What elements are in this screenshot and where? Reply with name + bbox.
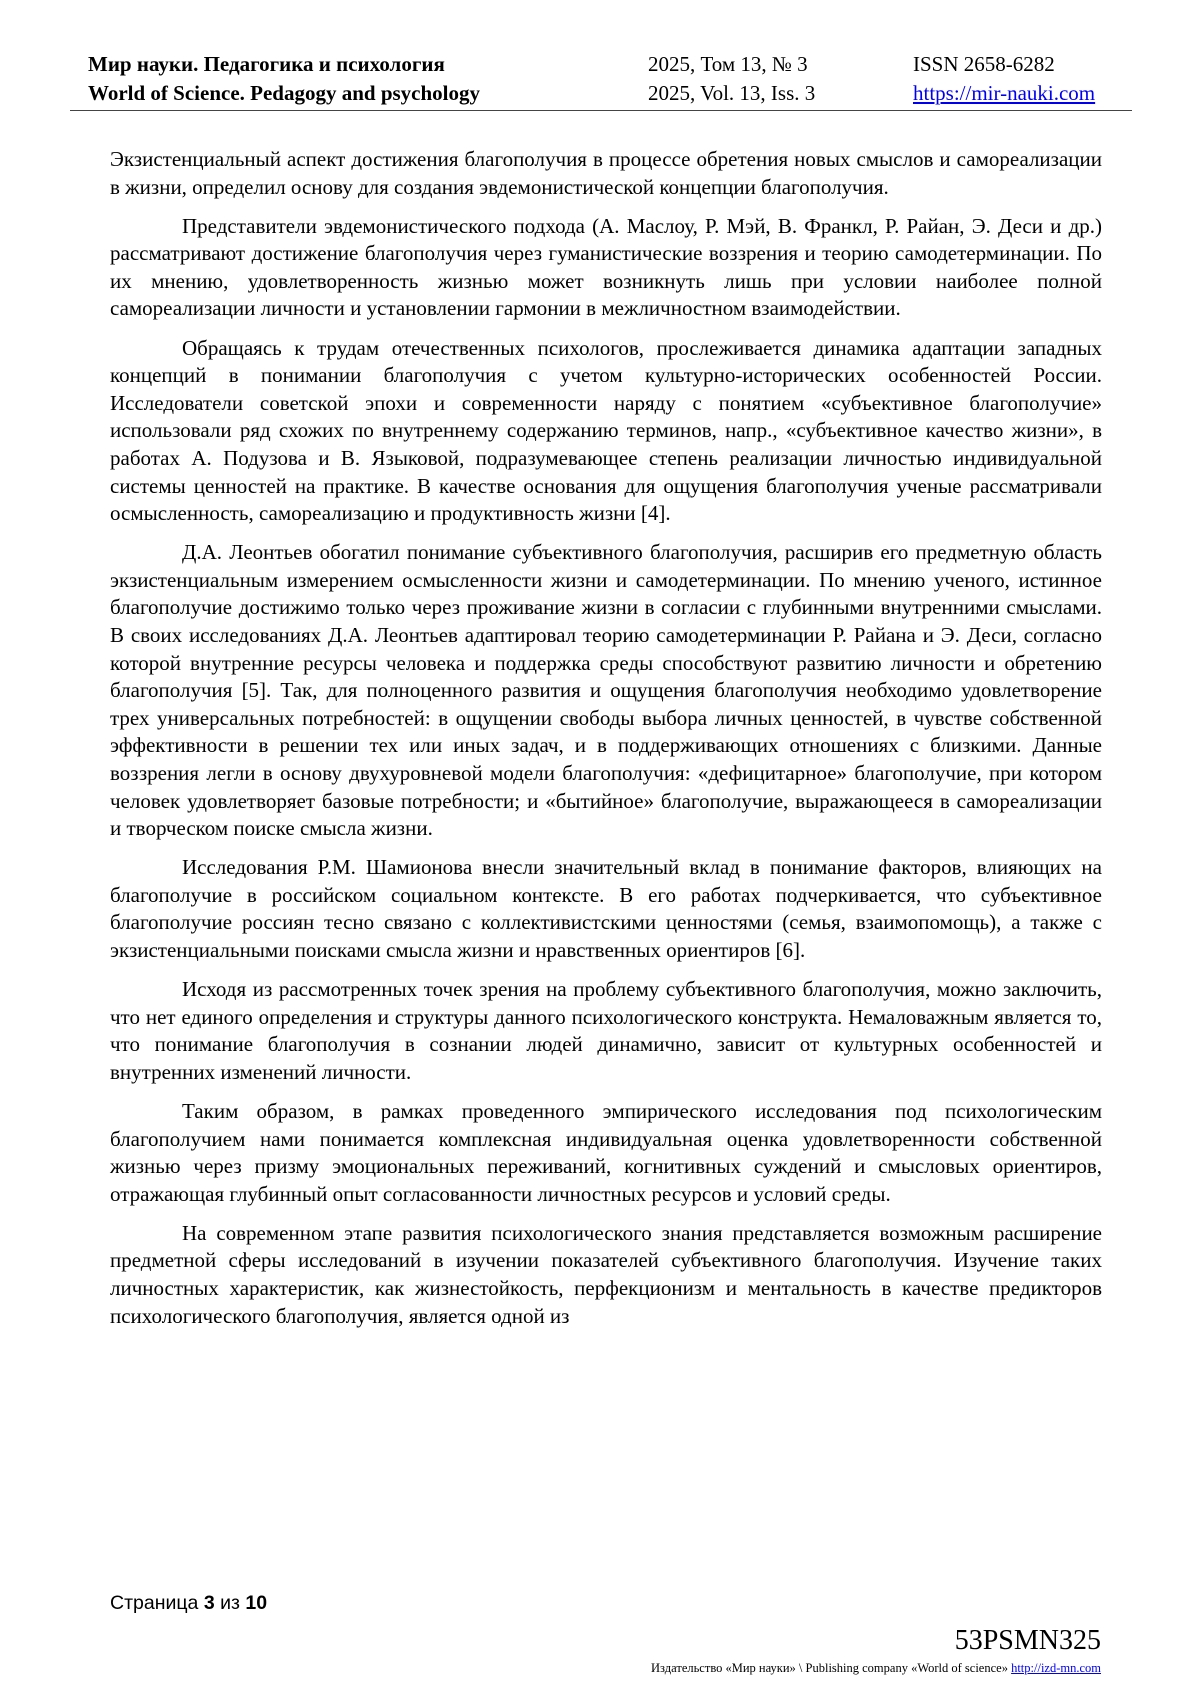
paragraph-4: Д.А. Леонтьев обогатил понимание субъективного благополучия, расширив его предметную область экзистенциальным измерением осмысленности жизни и самодетерминации. По мнению ученого, истинное благополучие достижимо только через проживание жизни в согласии с глубинными внутренними смыслами. В своих исследованиях Д.А. Леонтьев адаптировал теорию самодетерминации Р. Райана и Э. Деси, согласно которой внутренние ресурсы человека и поддержка среды способствуют развитию личности и обретению благополучия [5]. Так, для полноценного развития и ощущения благополучия необходимо удовлетворение трех универсальных потребностей: в ощущении свободы выбора личных ценностей, в чувстве собственной эффективности в решении тех или иных задач, и в поддерживающих отношениях с близкими. Данные воззрения легли в основу двухуровневой модели благополучия: «дефицитарное» благополучие, при котором человек удовлетворяет базовые потребности; и «бытийное» благополучие, выражающееся в самореализации и творческом поиске смысла жизни. [110, 540, 1102, 841]
paragraph-5: Исследования Р.М. Шамионова внесли значительный вклад в понимание факторов, влияющих на благополучие в российском социальном контексте. В его работах подчеркивается, что субъективное благополучие россиян тесно связано с коллективистскими ценностями (семья, взаимопомощь), а также с экзистенциальными поисками смысла жизни и нравственных ориентиров [6]. [110, 855, 1102, 963]
header-row-russian [88, 50, 1140, 78]
publisher-link[interactable]: http://izd-mn.com [1011, 1661, 1101, 1675]
page-of-word: из [220, 1592, 240, 1614]
journal-header [88, 50, 1140, 110]
paragraph-8: На современном этапе развития психологического знания представляется возможным расширение предметной сферы исследований в изучении показателей субъективного благополучия. Изучение таких личностных характеристик, как жизнестойкость, перфекционизм и ментальность в качестве предикторов психологического благополучия, является одной из [110, 1220, 1102, 1328]
journal-website-link[interactable]: https://mir-nauki.com [913, 81, 1096, 105]
page-number [110, 1591, 267, 1615]
journal-title-en: World of Science. Pedagogy and psychology [88, 81, 481, 105]
article-body [110, 146, 1102, 1342]
issue-info-ru: 2025, Том 13, № 3 [648, 52, 808, 76]
publisher-line [651, 1660, 1101, 1676]
page-word: Страница [110, 1592, 199, 1614]
page-total: 10 [245, 1592, 268, 1614]
paragraph-7: Таким образом, в рамках проведенного эмпирического исследования под психологическим благополучием нами понимается комплексная индивидуальная оценка удовлетворенности собственной жизнью через призму эмоциональных переживаний, когнитивных суждений и смысловых ориентиров, отражающая глубинный опыт согласованности личностных ресурсов и условий среды. [110, 1099, 1102, 1206]
paragraph-6: Исходя из рассмотренных точек зрения на проблему субъективного благополучия, можно заключить, что нет единого определения и структуры данного психологического конструкта. Немаловажным является то, что понимание благополучия в сознании людей динамично, зависит от культурных особенностей и внутренних изменений личности. [110, 977, 1102, 1084]
journal-title-ru: Мир науки. Педагогика и психология [88, 52, 445, 76]
paragraph-1: Экзистенциальный аспект достижения благополучия в процессе обретения новых смыслов и самореализации в жизни, определил основу для создания эвдемонистической концепции благополучия. [110, 147, 1102, 199]
page-current: 3 [203, 1592, 215, 1614]
header-row-english [88, 79, 1140, 107]
paragraph-3: Обращаясь к трудам отечественных психологов, прослеживается динамика адаптации западных концепций в понимании благополучия с учетом культурно-исторических особенностей России. Исследователи советской эпохи и современности наряду с понятием «субъективное благополучие» использовали ряд схожих по внутреннему содержанию терминов, напр., «субъективное качество жизни», в работах А. Подузова и В. Языковой, подразумевающее степень реализации личностью индивидуальной системы ценностей на практике. В качестве основания для ощущения благополучия ученые рассматривали осмысленность, самореализацию и продуктивность жизни [4]. [110, 335, 1102, 526]
article-code: 53PSMN325 [954, 1625, 1101, 1656]
issn: ISSN 2658-6282 [913, 52, 1055, 76]
issue-info-en: 2025, Vol. 13, Iss. 3 [648, 81, 816, 105]
header-divider [70, 110, 1132, 111]
publisher-text: Издательство «Мир науки» \ Publishing company «World of science» [651, 1661, 1008, 1675]
paragraph-2: Представители эвдемонистического подхода (А. Маслоу, Р. Мэй, В. Франкл, Р. Райан, Э. Деси и др.) рассматривают достижение благополучия через гуманистические воззрения и теорию самодетерминации. По их мнению, удовлетворенность жизнью может возникнуть лишь при условии наиболее полной самореализации личности и установлении гармонии в межличностном взаимодействии. [110, 213, 1102, 321]
